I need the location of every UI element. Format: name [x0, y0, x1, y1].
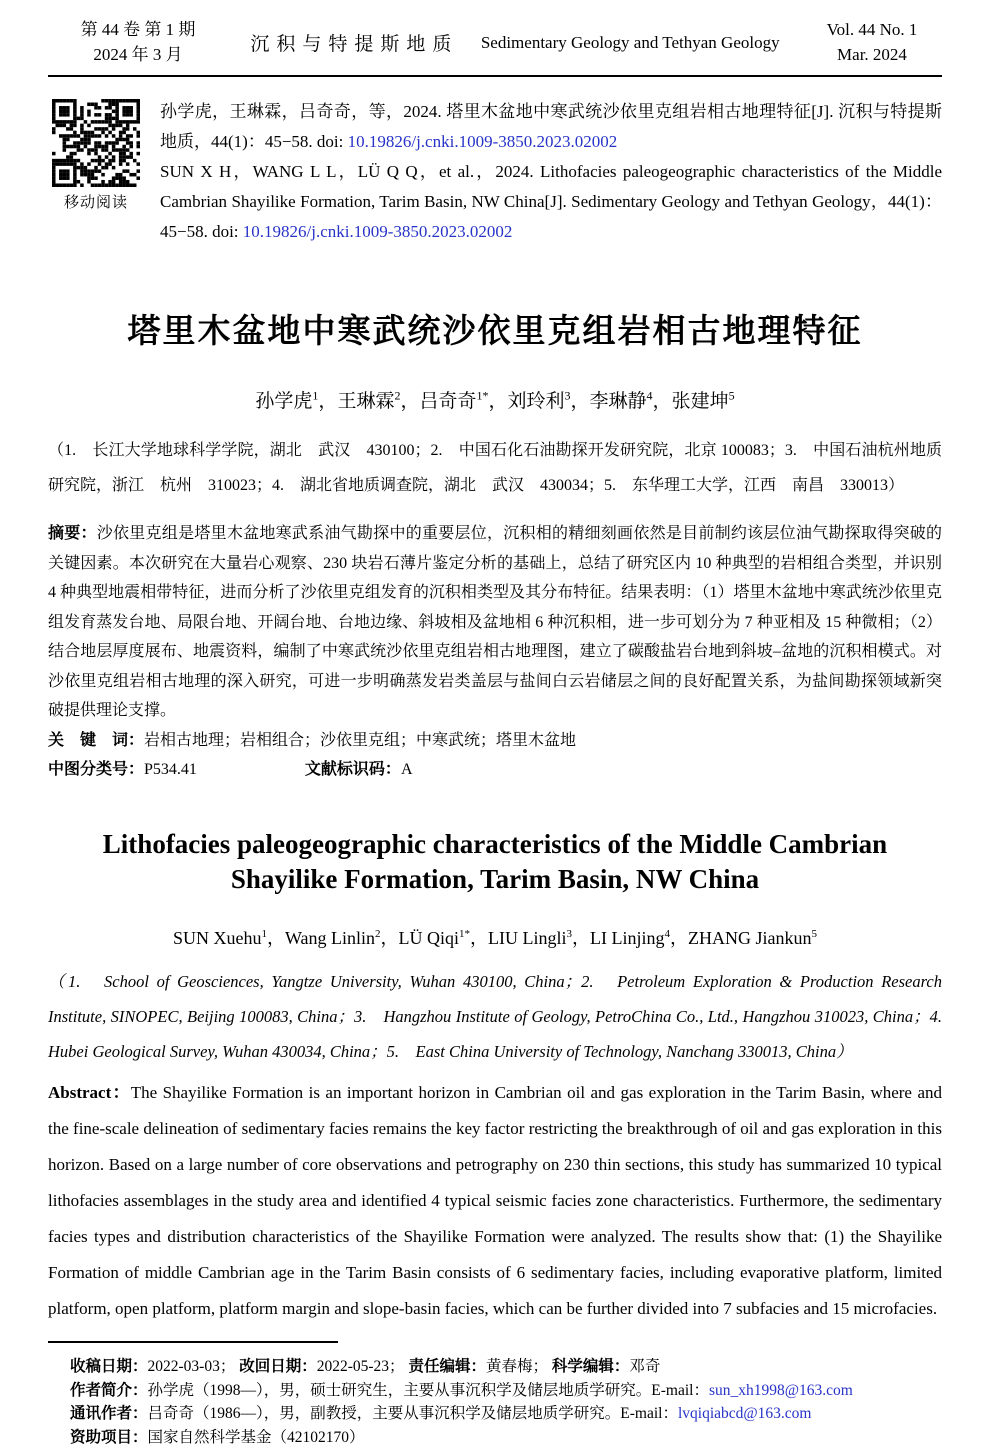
corresponding-email-link[interactable]: lvqiqiabcd@163.com: [677, 1405, 812, 1423]
article-title-cn: 塔里木盆地中寒武统沙依里克组岩相古地理特征: [127, 314, 863, 351]
citation-en-text: SUN X H，WANG L L，LÜ Q Q，et al.，2024. Lithofacies paleogeographic characteristics of the Middle Cambrian Shayilike Formation, Tarim Basin, NW China[J]. Sedimentary Geology and Tethyan Geology，44(1)：45−58. doi:: [160, 162, 942, 242]
editor-value: 黄春梅；: [485, 1358, 548, 1376]
author-en: LÜ Qiqi$^{1*}$: [398, 928, 471, 949]
qr-code-icon: [52, 99, 140, 187]
clc-line: [48, 755, 942, 785]
footnote-rule: [48, 1341, 338, 1343]
issue-info-cn: [48, 18, 228, 67]
received-value: 2022-03-03；: [147, 1358, 236, 1376]
science-editor-label: 科学编辑：: [551, 1358, 630, 1376]
qr-column: [48, 97, 144, 247]
author-separator: ，: [652, 391, 672, 413]
corresponding-value: 吕奇奇（1986—），男，副教授，主要从事沉积学及储层地质学研究。E-mail：: [147, 1405, 678, 1423]
author-separator: ，: [400, 391, 420, 413]
footnote-corresponding-row: [48, 1402, 942, 1426]
keywords-label: 关 键 词：: [48, 731, 145, 749]
journal-name-en: Sedimentary Geology and Tethyan Geology: [480, 32, 780, 52]
doi-link-en[interactable]: 10.19826/j.cnki.1009-3850.2023.02002: [242, 222, 513, 242]
bio-value: 孙学虎（1998—），男，硕士研究生，主要从事沉积学及储层地质学研究。E-mail：: [147, 1381, 709, 1399]
abstract-en: [48, 1075, 942, 1327]
footnote-block: [48, 1341, 942, 1449]
article-title-en: Lithofacies paleogeographic characteristics of the Middle Cambrian Shayilike Formation, Tarim Basin, NW China: [102, 828, 888, 895]
author-separator: ，: [572, 928, 591, 949]
author-cn: 吕奇奇$^{1*}$: [419, 388, 489, 413]
citation-en: [160, 157, 942, 247]
author-cn: 刘玲利$^3$: [507, 388, 571, 413]
doi-link-cn[interactable]: 10.19826/j.cnki.1009-3850.2023.02002: [347, 132, 618, 152]
issue-date-cn: 2024 年 3 月: [93, 44, 183, 64]
author-separator: ，: [318, 391, 338, 413]
author-separator: ，: [670, 928, 689, 949]
fund-value: 国家自然科学基金（42102170）: [147, 1428, 365, 1446]
issue-number-cn: 第 44 卷 第 1 期: [80, 20, 196, 39]
doc-code-value: A: [400, 761, 413, 779]
affiliations-en: （1. School of Geosciences, Yangtze University, Wuhan 430100, China；2. Petroleum Exploration & Production Research Institute, SINOPEC, Beijing 100083, China；3. Hangzhou Institute of Geology, PetroChina Co., Ltd., Hangzhou 310023, China；4. Hubei Geological Survey, Wuhan 430034, China；5. East China University of Technology, Nanchang 330013, China）: [48, 972, 959, 1062]
author-cn: 王琳霖$^2$: [337, 388, 401, 413]
editor-label: 责任编辑：: [408, 1358, 486, 1376]
bio-label: 作者简介：: [70, 1381, 148, 1399]
journal-name-cn: 沉积与特提斯地质: [250, 34, 459, 56]
author-cn: 李琳静$^4$: [589, 388, 653, 413]
corresponding-label: 通讯作者：: [70, 1405, 148, 1423]
author-separator: ，: [488, 391, 508, 413]
revised-label: 改回日期：: [239, 1358, 317, 1376]
keywords-line: [48, 726, 942, 756]
bio-email-link[interactable]: sun_xh1998@163.com: [708, 1381, 853, 1399]
citation-cn: [160, 97, 942, 157]
author-cn: 张建坤$^5$: [671, 388, 735, 413]
fund-label: 资助项目：: [70, 1428, 148, 1446]
science-editor-value: 邓奇: [629, 1358, 661, 1376]
footnote-dates-row: [48, 1355, 942, 1379]
footnote-fund-row: [48, 1426, 942, 1449]
clc-label: 中图分类号：: [48, 761, 145, 779]
author-list-cn: [48, 386, 942, 413]
qr-caption: 移动阅读: [63, 195, 128, 212]
abstract-text-en: The Shayilike Formation is an important horizon in Cambrian oil and gas exploration in the Tarim Basin, where and the fine-scale delineation of sedimentary facies remains the key factor restricting the breakthrough of oil and gas exploration in this horizon. Based on a large number of core observations and petrography on 230 thin sections, this study has summarized 10 typical lithofacies assemblages in the study area and identified 4 typical seismic facies zone characteristics. Furthermore, the sedimentary facies types and distribution characteristics of the Shayilike Formation were analyzed. The results show that: (1) the Shayilike Formation of middle Cambrian age in the Tarim Basin consists of 6 sedimentary facies, including evaporative platform, limited platform, open platform, platform margin and slope-basin facies, which can be further divided into 7 subfacies and 15 microfacies.: [48, 1083, 942, 1319]
abstract-label-cn: 摘要：: [48, 525, 97, 543]
keywords-text: 岩相古地理；岩相组合；沙依里克组；中寒武统；塔里木盆地: [144, 731, 577, 749]
citation-block: [48, 97, 942, 247]
author-en: SUN Xuehu$^1$: [172, 928, 267, 949]
author-list-en: [48, 924, 942, 950]
affiliations-cn: （1. 长江大学地球科学学院，湖北 武汉 430100；2. 中国石化石油勘探开发研究院，北京 100083；3. 中国石油杭州地质研究院，浙江 杭州 310023；4. 湖北省地质调查院，湖北 武汉 430034；5. 东华理工大学，江西 南昌 330013）: [48, 442, 942, 495]
volume-en: Vol. 44 No. 1: [826, 20, 918, 39]
revised-value: 2022-05-23；: [316, 1358, 405, 1376]
author-cn: 孙学虎$^1$: [255, 388, 319, 413]
abstract-label-en: Abstract：: [48, 1083, 131, 1103]
author-separator: ，: [470, 928, 489, 949]
citation-cn-text: 孙学虎，王琳霖，吕奇奇，等，2024. 塔里木盆地中寒武统沙依里克组岩相古地理特征[J]. 沉积与特提斯地质，44(1)：45−58. doi:: [160, 102, 942, 152]
abstract-cn: [48, 519, 942, 726]
abstract-text-cn: 沙依里克组是塔里木盆地寒武系油气勘探中的重要层位，沉积相的精细刻画依然是目前制约该层位油气勘探取得突破的关键因素。本次研究在大量岩心观察、230 块岩石薄片鉴定分析的基础上，总结了研究区内 10 种典型的岩相组合类型，并识别 4 种典型地震相带特征，进而分析了沙依里克组发育的沉积相类型及其分布特征。结果表明：（1）塔里木盆地中寒武统沙依里克组发育蒸发台地、局限台地、开阔台地、台地边缘、斜坡相及盆地相 6 种沉积相，进一步可划分为 7 种亚相及 15 种微相；（2）结合地层厚度展布、地震资料，编制了中寒武统沙依里克组岩相古地理图，建立了碳酸盐岩台地到斜坡–盆地的沉积相模式。对沙依里克组岩相古地理的深入研究，可进一步明确蒸发岩类盖层与盐间白云岩储层之间的良好配置关系，为盐间勘探领域新突破提供理论支撑。: [48, 525, 942, 720]
author-en: ZHANG Jiankun$^5$: [688, 928, 818, 949]
author-en: LI Linjing$^4$: [590, 928, 671, 949]
doc-code-label: 文献标识码：: [304, 761, 401, 779]
footnote-bio-row: [48, 1379, 942, 1403]
author-separator: ，: [570, 391, 590, 413]
journal-masthead: [48, 14, 942, 77]
received-label: 收稿日期：: [70, 1358, 148, 1376]
issue-date-en: Mar. 2024: [837, 44, 907, 64]
citation-text: [160, 97, 942, 247]
author-separator: ，: [380, 928, 399, 949]
author-en: LIU Lingli$^3$: [488, 928, 573, 949]
issue-info-en: [802, 18, 942, 67]
author-separator: ，: [266, 928, 285, 949]
clc-value: P534.41: [144, 761, 197, 779]
author-en: Wang Linlin$^2$: [284, 928, 381, 949]
